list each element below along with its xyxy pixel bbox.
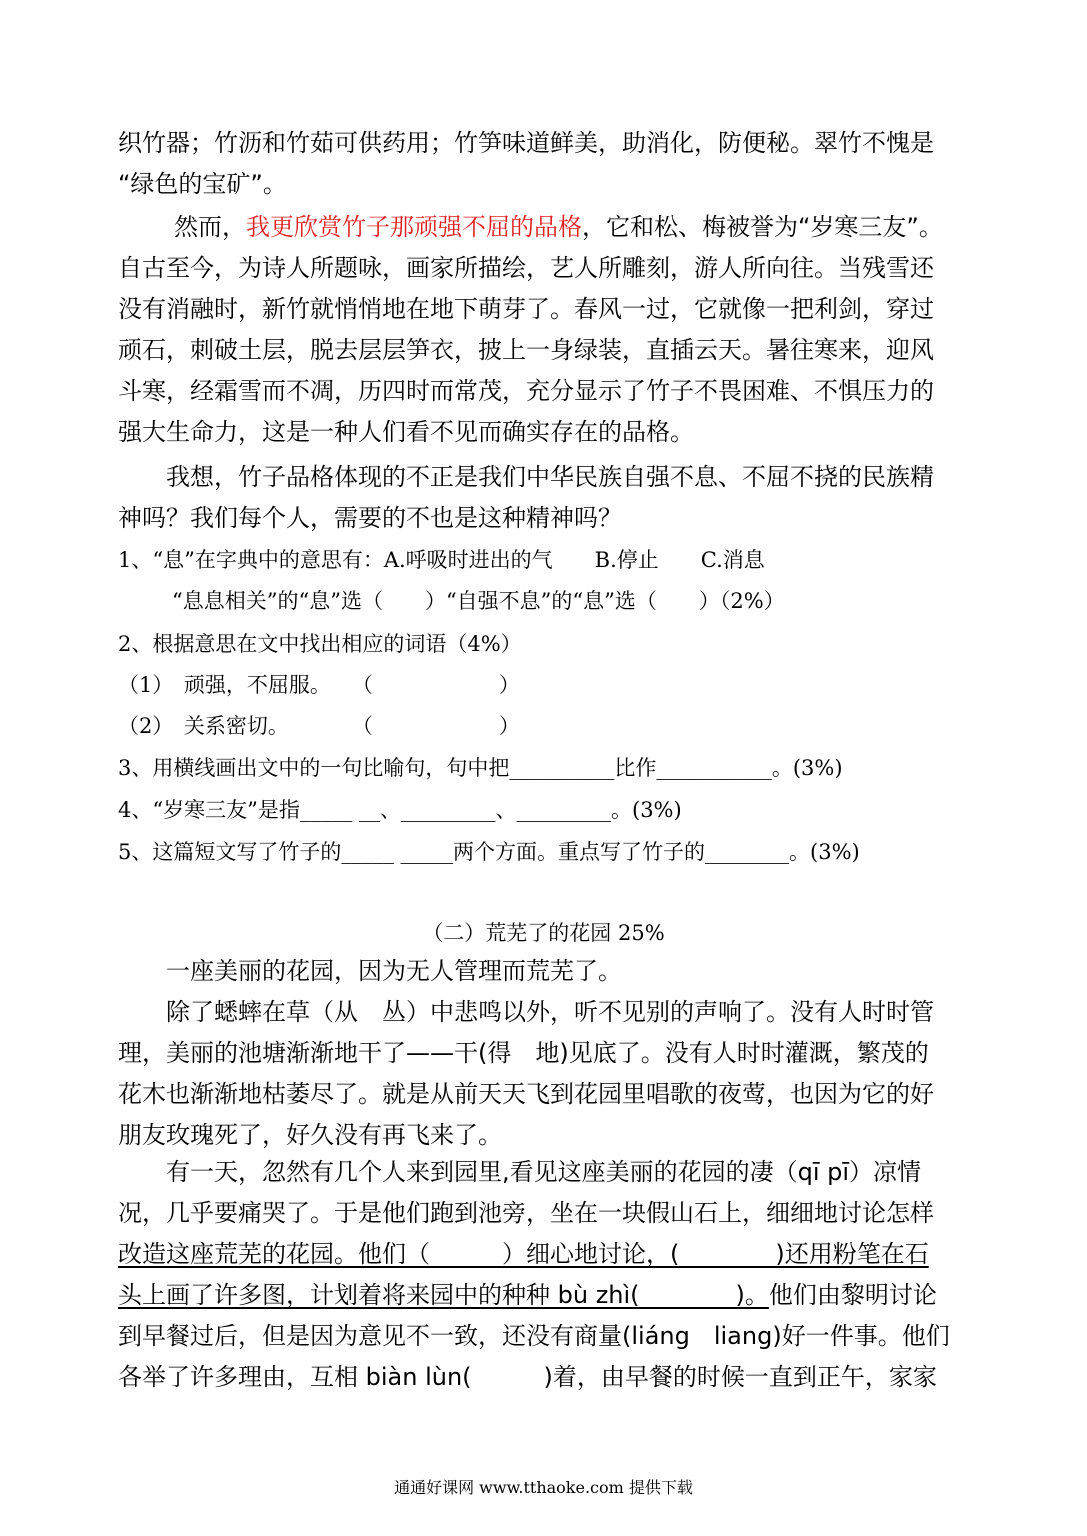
paragraph-1 — [118, 123, 970, 205]
question-2-item-1: （1） 顽强，不屈服。 （ ） — [118, 673, 520, 697]
text-line: 到早餐过后，但是因为意见不一致，还没有商量(liáng liang)好一件事。他们 — [118, 1322, 950, 1350]
question-5: 5、这篇短文写了竹子的_____ _____两个方面。重点写了竹子的________。(3%) — [118, 840, 860, 864]
text-line: 自古至今，为诗人所题咏，画家所描绘，艺人所雕刻，游人所向往。当残雪还 — [118, 254, 934, 282]
text-line — [118, 1234, 970, 1275]
section-title: （二）荒芜了的花园 25% — [422, 921, 665, 945]
text-line: 我想，竹子品格体现的不正是我们中华民族自强不息、不屈不挠的民族精 — [166, 463, 934, 491]
text-lead: 然而， — [174, 213, 246, 241]
text-rest: ，它和松、梅被誉为“岁寒三友”。 — [582, 213, 943, 241]
text-line: 除了蟋蟀在草（从 丛）中悲鸣以外，听不见别的声响了。没有人时时管 — [166, 998, 934, 1026]
question-4: 4、“岁寒三友”是指_____ __、_________、_________。(3%) — [118, 798, 682, 822]
highlighted-sentence: 我更欣赏竹子那顽强不屈的品格 — [246, 213, 582, 241]
text-line: 没有消融时，新竹就悄悄地在地下萌芽了。春风一过，它就像一把利剑，穿过 — [118, 295, 934, 323]
text-line: 朋友玫瑰死了，好久没有再飞来了。 — [118, 1121, 502, 1149]
underlined-text: 改造这座荒芜的花园。 — [118, 1240, 358, 1268]
question-1: 1、“息”在字典中的意思有：A.呼吸时进出的气 B.停止 C.消息 — [118, 548, 765, 572]
paragraph-2 — [118, 207, 970, 453]
text-line: 斗寒，经霜雪而不凋，历四时而常茂，充分显示了竹子不畏困难、不惧压力的 — [118, 377, 934, 405]
story-paragraph-1 — [118, 951, 970, 992]
page-footer: 通通好课网 www.tthaoke.com 提供下载 — [394, 1478, 693, 1497]
text-line: 理，美丽的池塘渐渐地干了——干(得 地)见底了。没有人时时灌溉，繁茂的 — [118, 1039, 929, 1067]
text-line — [118, 207, 970, 248]
underlined-text: 头上画了许多图，计划着将来园中的种种 bù zhì( )。 — [118, 1281, 769, 1309]
text-line: 有一天，忽然有几个人来到园里,看见这座美丽的花园的凄（qī pī）凉情 — [166, 1158, 922, 1186]
text-line — [118, 1275, 970, 1316]
story-paragraph-3 — [118, 1152, 970, 1398]
text-line: 花木也渐渐地枯萎尽了。就是从前天天飞到花园里唱歌的夜莺，也因为它的好 — [118, 1080, 934, 1108]
question-2-item-2: （2） 关系密切。 （ ） — [118, 714, 520, 738]
underlined-text: 他们（ ）细心地讨论，( )还用粉笔在石 — [358, 1240, 929, 1268]
paragraph-3 — [118, 457, 970, 539]
text-line: 顽石，刺破土层，脱去层层笋衣，披上一身绿装，直插云天。暑往寒来，迎风 — [118, 336, 934, 364]
text-line: “绿色的宝矿”。 — [118, 170, 287, 198]
text-line: 强大生命力，这是一种人们看不见而确实存在的品格。 — [118, 418, 694, 446]
text-line: 各举了许多理由，互相 biàn lùn( )着，由早餐的时候一直到正午，家家 — [118, 1363, 937, 1391]
text-rest: 他们由黎明讨论 — [768, 1281, 937, 1309]
question-1-answers: “息息相关”的“息”选（ ）“自强不息”的“息”选（ ）（2%） — [172, 589, 785, 613]
story-paragraph-2 — [118, 992, 970, 1156]
question-2: 2、根据意思在文中找出相应的词语（4%） — [118, 632, 522, 656]
text-line: 一座美丽的花园，因为无人管理而荒芜了。 — [166, 957, 622, 985]
text-line: 况，几乎要痛哭了。于是他们跑到池旁，坐在一块假山石上，细细地讨论怎样 — [118, 1199, 934, 1227]
text-line: 织竹器；竹沥和竹茹可供药用；竹笋味道鲜美，助消化，防便秘。翠竹不愧是 — [118, 129, 934, 157]
question-3: 3、用横线画出文中的一句比喻句，句中把__________比作___________。(3%) — [118, 756, 843, 780]
text-line: 神吗？我们每个人，需要的不也是这种精神吗？ — [118, 504, 622, 532]
